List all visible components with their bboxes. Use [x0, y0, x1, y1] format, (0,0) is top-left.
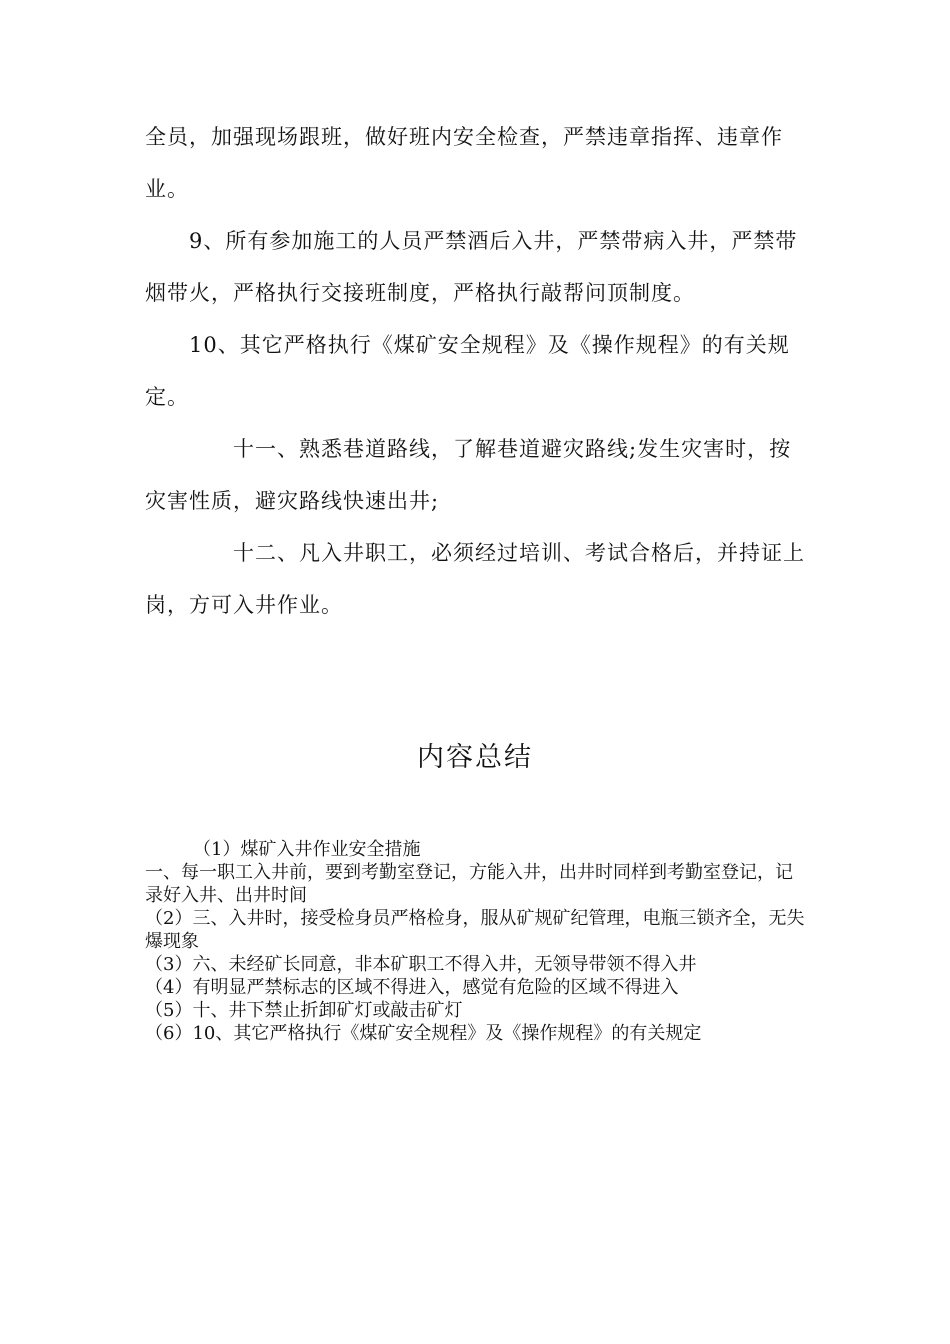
summary-line: （5）十、井下禁止折卸矿灯或敲击矿灯 [145, 1000, 463, 1021]
summary-line: 一、每一职工入井前，要到考勤室登记，方能入井，出井时同样到考勤室登记，记录好入井、出井时间 [145, 862, 793, 906]
summary-section [145, 838, 805, 1045]
summary-line: （2）三、入井时，接受检身员严格检身，服从矿规矿纪管理，电瓶三锁齐全，无失爆现象 [145, 908, 805, 952]
paragraph-item-10: 10、其它严格执行《煤矿安全规程》及《操作规程》的有关规定。 [145, 333, 790, 409]
paragraph-continuation: 全员，加强现场跟班，做好班内安全检查，严禁违章指挥、违章作业。 [145, 125, 783, 201]
summary-line: （3）六、未经矿长同意，非本矿职工不得入井，无领导带领不得入井 [145, 954, 697, 975]
paragraph-item-9: 9、所有参加施工的人员严禁酒后入井，严禁带病入井，严禁带烟带火，严格执行交接班制度，严格执行敲帮问顶制度。 [145, 229, 798, 305]
paragraph-item-twelve: 十二、凡入井职工，必须经过培训、考试合格后，并持证上岗，方可入井作业。 [145, 541, 805, 617]
summary-line: （1）煤矿入井作业安全措施 [193, 839, 421, 860]
paragraph-item-eleven: 十一、熟悉巷道路线，了解巷道避灾路线;发生灾害时，按灾害性质，避灾路线快速出井; [145, 437, 792, 513]
summary-line: （6）10、其它严格执行《煤矿安全规程》及《操作规程》的有关规定 [145, 1023, 702, 1044]
main-body [145, 111, 805, 631]
summary-line: （4）有明显严禁标志的区域不得进入，感觉有危险的区域不得进入 [145, 977, 679, 998]
summary-title: 内容总结 [417, 742, 533, 773]
